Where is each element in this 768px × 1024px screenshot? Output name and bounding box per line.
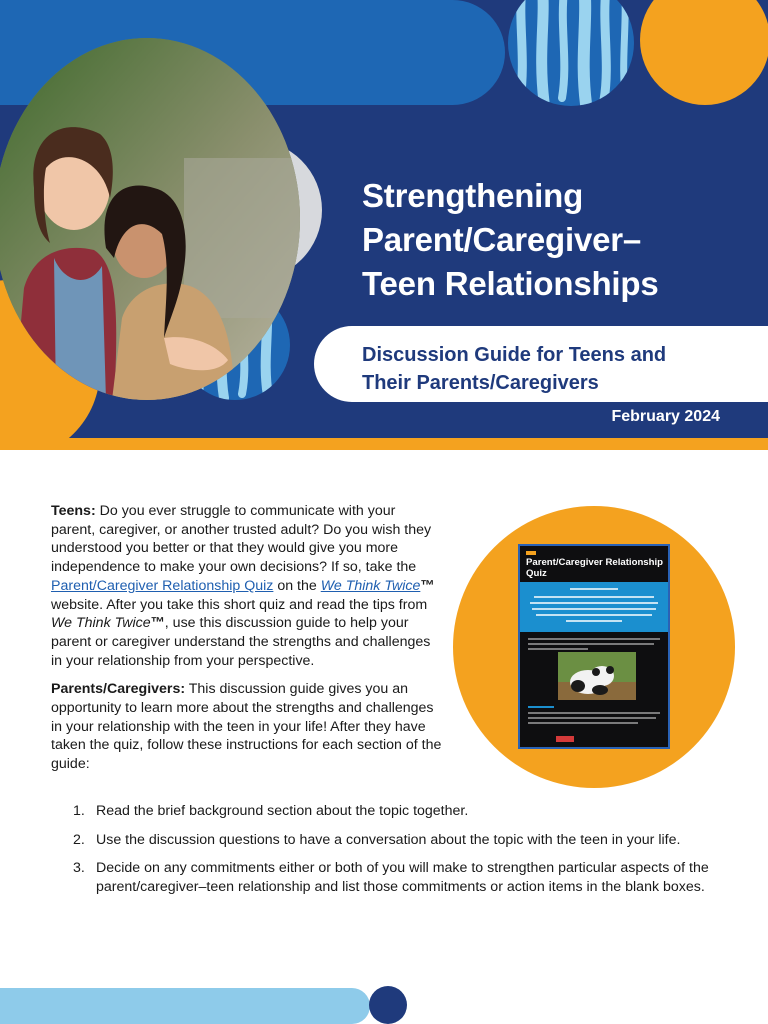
footer-decorative-dot <box>369 986 407 1024</box>
teens-label: Teens: <box>51 503 96 519</box>
parents-text: This discussion guide gives you an opportunity to learn more about the strengths and challenges in your relationship with the teen in your life! After they have taken the quiz, follow these instructions for each section of the guide: <box>51 681 442 773</box>
step-text: Decide on any commitments either or both of you will make to strengthen particular aspects of the parent/caregiver–teen relationship and list those commitments or action items in the blank boxes. <box>96 860 709 896</box>
quiz-start-button[interactable] <box>556 736 574 742</box>
teens-paragraph <box>51 502 443 670</box>
quiz-link[interactable]: Parent/Caregiver Relationship Quiz <box>51 577 274 594</box>
step-number: 3. <box>73 860 85 877</box>
teens-text-2: on the <box>273 577 321 594</box>
intro-section <box>51 502 443 784</box>
publication-date: February 2024 <box>611 408 720 425</box>
panda-photo <box>558 652 636 700</box>
step-text: Read the brief background section about the topic together. <box>96 803 469 819</box>
step-number: 1. <box>73 803 85 819</box>
quiz-intro-band <box>520 582 668 632</box>
list-item <box>51 859 711 896</box>
site-name: We Think Twice <box>51 615 151 632</box>
quiz-tag <box>526 551 536 555</box>
list-item <box>51 802 711 821</box>
instructions-list <box>51 802 711 907</box>
we-think-twice-link-text[interactable]: We Think Twice <box>320 577 421 594</box>
quiz-thumbnail[interactable] <box>518 544 670 749</box>
footer-decorative-bar <box>0 988 370 1024</box>
step-text: Use the discussion questions to have a conversation about the topic with the teen in your life. <box>96 831 681 848</box>
header-banner <box>0 0 768 450</box>
quiz-thumbnail-title: Parent/Caregiver Relationship Quiz <box>526 557 664 579</box>
page-title: Strengthening Parent/Caregiver– Teen Relationships <box>362 177 659 302</box>
teens-text-1: Do you ever struggle to communicate with your parent, caregiver, or another trusted adult? Do you wish they understood you better or that they would give you more independence to make your own decisions? If so, take the <box>51 503 432 576</box>
parents-label: Parents/Caregivers: <box>51 681 186 698</box>
hero-photo <box>0 38 300 400</box>
header-accent-strip <box>0 438 768 450</box>
parent-teen-hug-illustration <box>0 38 300 400</box>
step-number: 2. <box>73 831 85 848</box>
teens-text-3: website. After you take this short quiz and read the tips from <box>51 596 428 613</box>
trademark-symbol-2: ™ <box>150 615 165 632</box>
teens-text-4: , use this discussion guide to help your parent or caregiver understand the strengths and challenges in your relationship from your perspective. <box>51 615 431 669</box>
list-item <box>51 831 711 850</box>
trademark-symbol: ™ <box>420 577 435 594</box>
page-subtitle: Discussion Guide for Teens and Their Parents/Caregivers <box>362 344 667 394</box>
panda-image <box>558 652 636 700</box>
we-think-twice-link[interactable] <box>321 578 421 594</box>
parents-paragraph <box>51 680 443 774</box>
